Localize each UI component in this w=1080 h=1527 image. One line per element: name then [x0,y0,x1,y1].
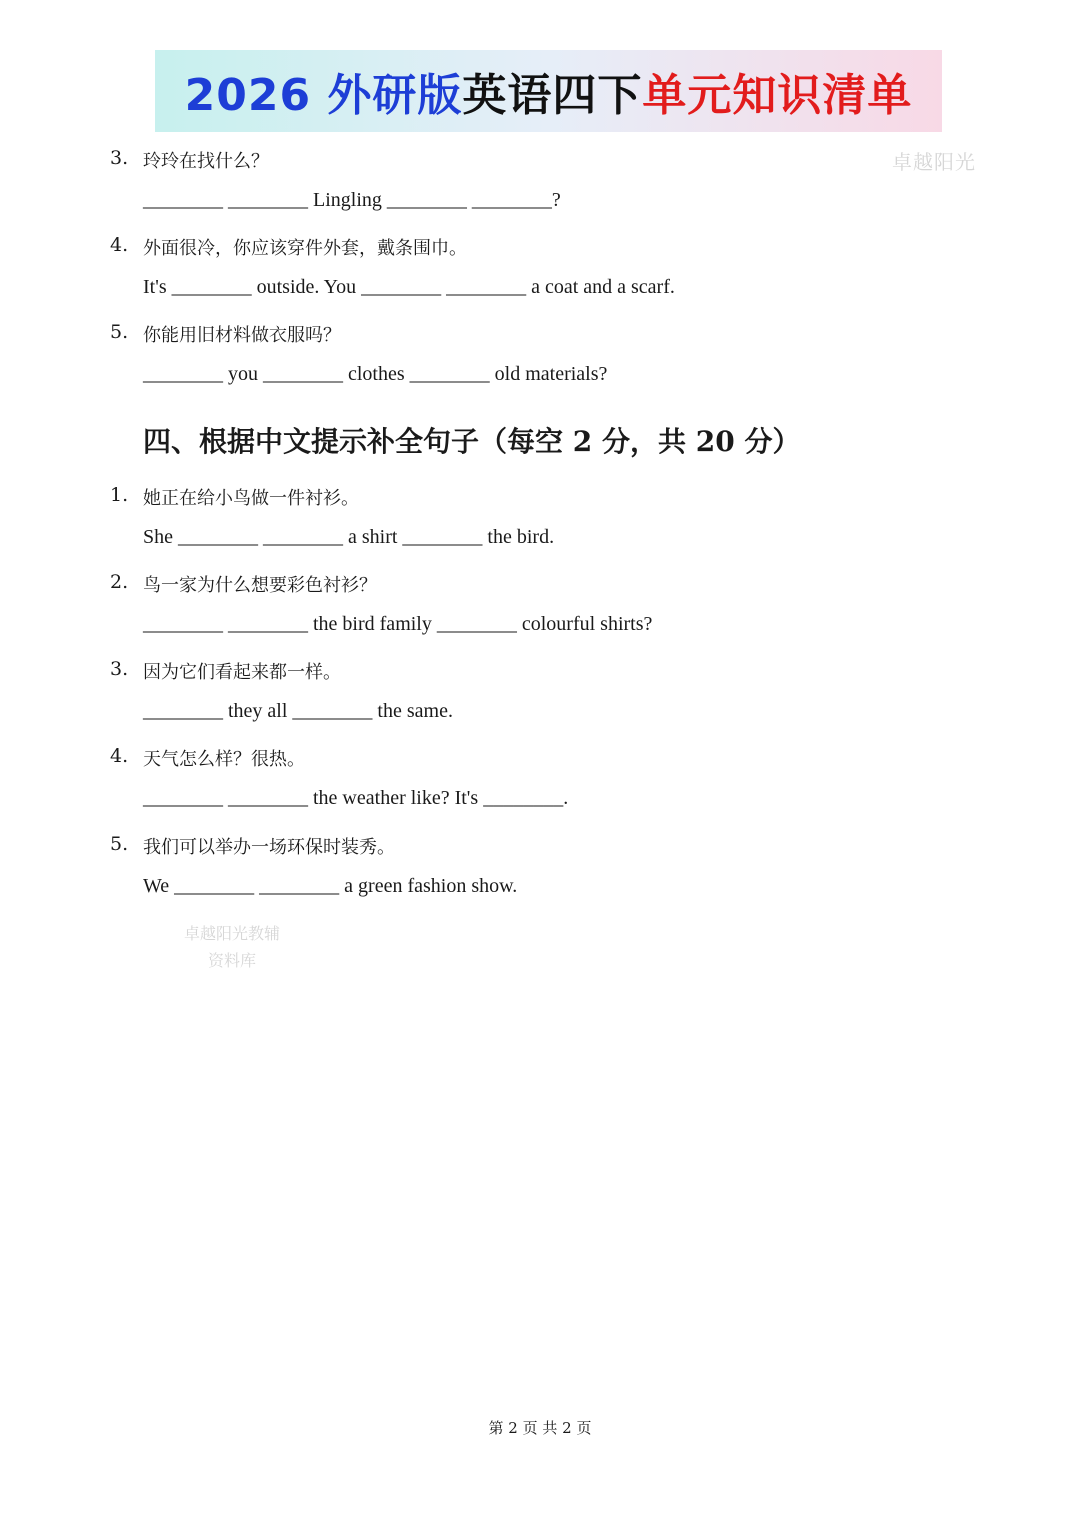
item-english-blank-sentence: ________ you ________ clothes ________ old materials? [143,363,608,385]
item-number: 5. [110,321,129,343]
banner-title-part3: 单元知识清单 [642,70,913,121]
item-chinese-prompt: 她正在给小鸟做一件衬衫。 [143,488,359,509]
item-chinese-prompt: 外面很冷，你应该穿件外套，戴条围巾。 [143,238,467,259]
item-number: 3. [110,658,129,680]
item-english-blank-sentence: She ________ ________ a shirt ________ the bird. [143,526,555,548]
page-footer: 第 2 页 共 2 页 [488,1419,592,1437]
item-chinese-prompt: 鸟一家为什么想要彩色衬衫？ [143,575,377,596]
item-english-blank-sentence: We ________ ________ a green fashion show. [143,875,518,897]
item-number: 5. [110,833,129,855]
item-chinese-prompt: 你能用旧材料做衣服吗？ [143,325,341,346]
watermark-line-2: 资料库 [207,951,256,970]
watermark-line-1: 卓越阳光教辅 [183,924,280,943]
banner-title-part2: 英语四下 [462,70,643,121]
item-english-blank-sentence: ________ ________ Lingling ________ ________? [143,189,561,211]
item-number: 3. [110,147,129,169]
item-chinese-prompt: 因为它们看起来都一样。 [143,662,341,683]
title-banner [155,50,942,132]
item-number: 4. [110,234,129,256]
item-english-blank-sentence: ________ ________ the weather like? It's ________. [143,787,569,809]
item-chinese-prompt: 玲玲在找什么？ [143,151,269,172]
item-english-blank-sentence: It's ________ outside. You ________ ________ a coat and a scarf. [143,276,675,298]
item-english-blank-sentence: ________ they all ________ the same. [143,700,453,722]
item-chinese-prompt: 我们可以举办一场环保时装秀。 [143,837,395,858]
watermark-lower-left [180,920,284,974]
section4-heading: 四、根据中文提示补全句子（每空 2 分，共 20 分） [143,425,801,458]
banner-title-part1: 2026 外研版 [184,70,463,121]
item-number: 1. [110,484,129,506]
item-number: 2. [110,571,129,593]
item-number: 4. [110,745,129,767]
item-chinese-prompt: 天气怎么样？很热。 [143,749,305,770]
item-english-blank-sentence: ________ ________ the bird family ________ colourful shirts? [143,613,653,635]
watermark-top-right: 卓越阳光 [892,150,976,174]
